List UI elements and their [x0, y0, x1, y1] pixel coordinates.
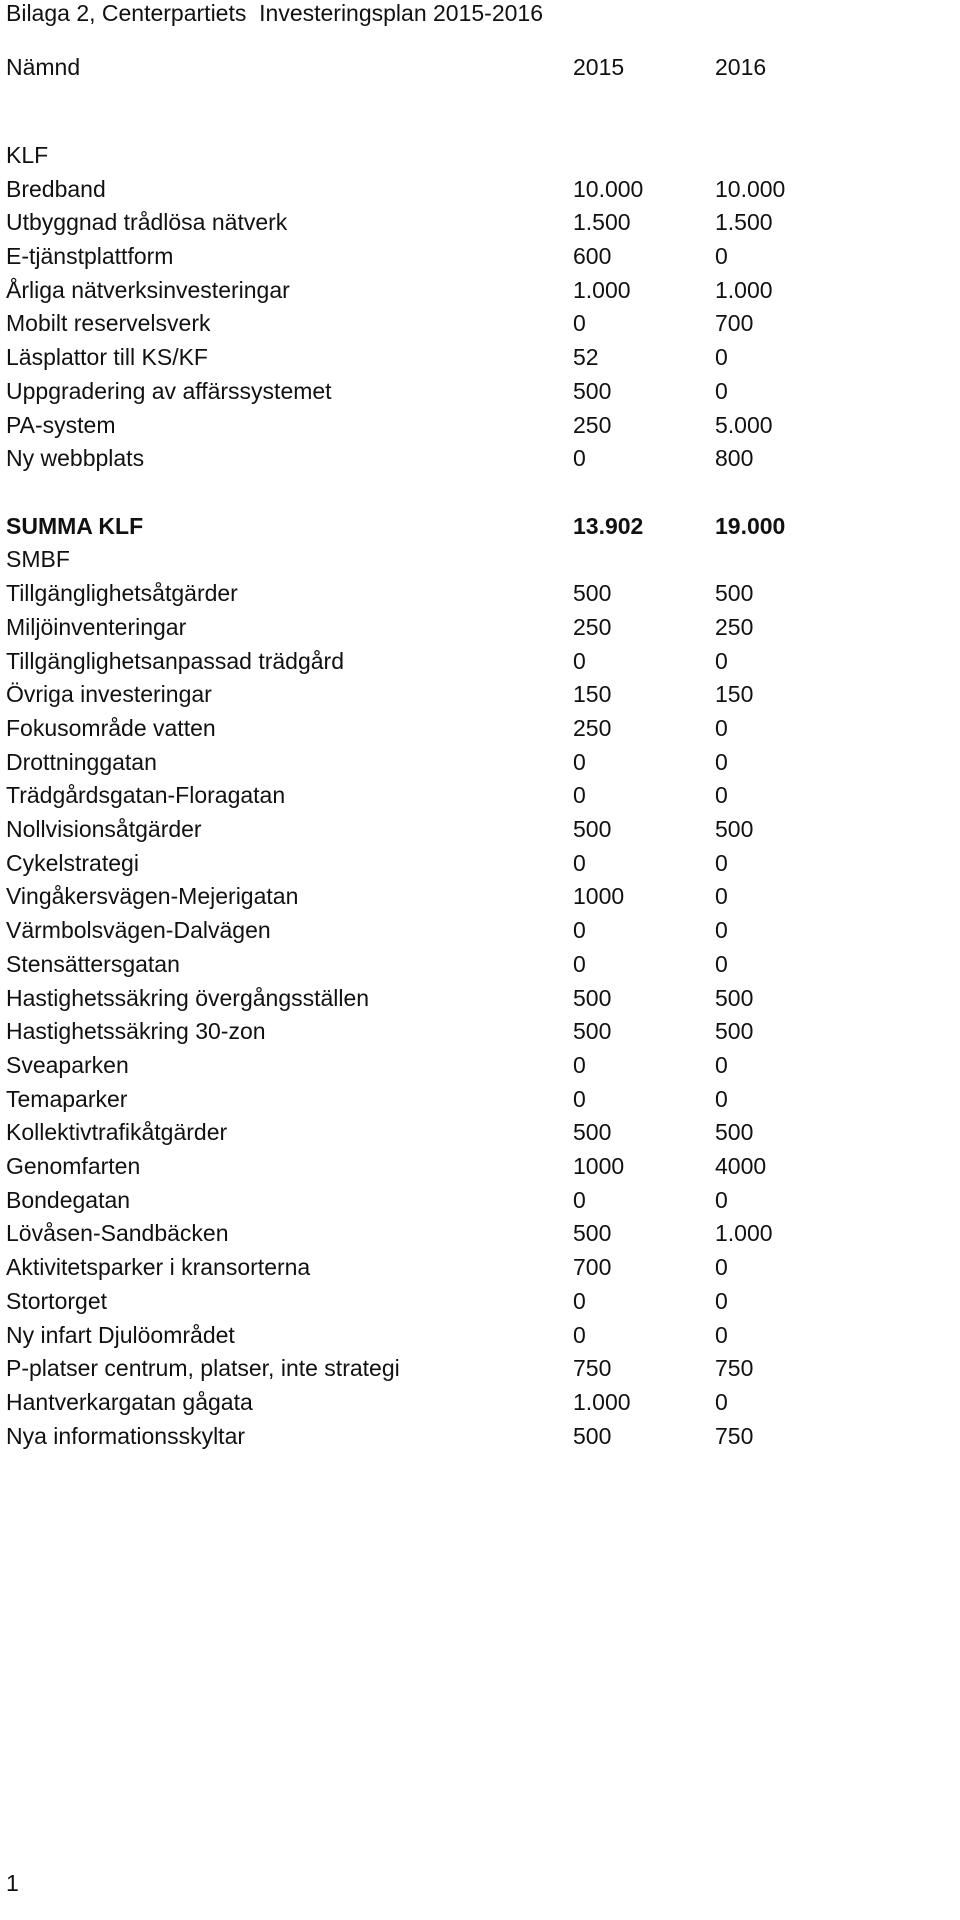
row-value-2015: 0 [573, 1052, 586, 1078]
row-label: Stensättersgatan [6, 951, 180, 977]
table-row [6, 646, 956, 676]
row-value-2015: 500 [573, 378, 612, 404]
row-value-2015: 500 [573, 1119, 612, 1145]
row-value-2016: 750 [715, 1423, 754, 1449]
row-value-2016: 0 [715, 378, 728, 404]
row-label: Vingåkersvägen-Mejerigatan [6, 883, 299, 909]
section-heading [6, 140, 956, 170]
row-value-2016: 250 [715, 614, 754, 640]
row-value-2016: 0 [715, 782, 728, 808]
table-row [6, 1016, 956, 1046]
row-value-2015: 0 [573, 1187, 586, 1213]
row-label: Stortorget [6, 1288, 107, 1314]
table-row [6, 308, 956, 338]
row-label: Lövåsen-Sandbäcken [6, 1220, 229, 1246]
row-label: Hastighetssäkring övergångsställen [6, 985, 370, 1011]
row-value-2016: 0 [715, 243, 728, 269]
table-row [6, 1320, 956, 1350]
row-value-2015: 0 [573, 917, 586, 943]
row-value-2016: 750 [715, 1355, 754, 1381]
row-label: Cykelstrategi [6, 850, 139, 876]
row-label: Tillgänglighetsåtgärder [6, 580, 238, 606]
row-label: Uppgradering av affärssystemet [6, 378, 332, 404]
row-value-2016: 500 [715, 985, 754, 1011]
table-row [6, 915, 956, 945]
row-label: Sveaparken [6, 1052, 129, 1078]
table-row [6, 747, 956, 777]
summary-value-2015: 13.902 [573, 513, 644, 539]
row-label: Fokusområde vatten [6, 715, 216, 741]
table-row [6, 443, 956, 473]
table-row [6, 1117, 956, 1147]
table-row [6, 207, 956, 237]
row-label: E-tjänstplattform [6, 243, 174, 269]
row-value-2015: 0 [573, 1288, 586, 1314]
table-row [6, 342, 956, 372]
row-value-2016: 0 [715, 850, 728, 876]
row-value-2016: 800 [715, 445, 754, 471]
row-label: Mobilt reservelsverk [6, 310, 211, 336]
row-label: Temaparker [6, 1086, 128, 1112]
row-label: Ny infart Djulöområdet [6, 1322, 235, 1348]
row-value-2016: 0 [715, 1254, 728, 1280]
row-label: Nya informationsskyltar [6, 1423, 246, 1449]
table-row [6, 1387, 956, 1417]
row-value-2016: 500 [715, 1018, 754, 1044]
row-value-2016: 700 [715, 310, 754, 336]
row-value-2016: 0 [715, 951, 728, 977]
table-row [6, 983, 956, 1013]
row-value-2015: 250 [573, 715, 612, 741]
section-name: KLF [6, 142, 49, 168]
summary-value-2016: 19.000 [715, 513, 786, 539]
row-value-2015: 1.000 [573, 277, 631, 303]
table-header-row [6, 52, 956, 82]
row-value-2015: 0 [573, 749, 586, 775]
row-value-2016: 0 [715, 715, 728, 741]
row-value-2016: 1.000 [715, 277, 773, 303]
header-year-2015: 2015 [573, 54, 625, 80]
row-value-2016: 0 [715, 648, 728, 674]
row-value-2015: 0 [573, 310, 586, 336]
table-row [6, 578, 956, 608]
row-value-2016: 1.500 [715, 209, 773, 235]
row-label: Hantverkargatan gågata [6, 1389, 253, 1415]
table-row [6, 1218, 956, 1248]
table-row [6, 1185, 956, 1215]
row-value-2015: 1000 [573, 1153, 625, 1179]
row-value-2016: 0 [715, 344, 728, 370]
row-value-2016: 4000 [715, 1153, 767, 1179]
row-label: Bredband [6, 176, 106, 202]
row-label: Övriga investeringar [6, 681, 212, 707]
table-row [6, 174, 956, 204]
table-row [6, 1084, 956, 1114]
row-value-2015: 1000 [573, 883, 625, 909]
document-title: Bilaga 2, Centerpartiets Investeringsplan 2015-2016 [6, 0, 544, 26]
section-heading [6, 544, 956, 574]
row-label: Kollektivtrafikåtgärder [6, 1119, 228, 1145]
table-row [6, 679, 956, 709]
row-value-2015: 500 [573, 580, 612, 606]
row-value-2015: 1.500 [573, 209, 631, 235]
row-value-2016: 0 [715, 917, 728, 943]
row-value-2015: 0 [573, 951, 586, 977]
table-row [6, 1252, 956, 1282]
row-value-2015: 500 [573, 1220, 612, 1246]
row-value-2016: 500 [715, 816, 754, 842]
row-value-2015: 500 [573, 985, 612, 1011]
row-value-2015: 600 [573, 243, 612, 269]
row-value-2015: 10.000 [573, 176, 644, 202]
table-row [6, 814, 956, 844]
row-label: Aktivitetsparker i kransorterna [6, 1254, 311, 1280]
row-value-2016: 5.000 [715, 412, 773, 438]
table-row [6, 881, 956, 911]
row-value-2016: 0 [715, 883, 728, 909]
row-value-2016: 150 [715, 681, 754, 707]
row-value-2016: 0 [715, 1288, 728, 1314]
row-label: Nollvisionsåtgärder [6, 816, 202, 842]
row-value-2015: 0 [573, 1086, 586, 1112]
row-value-2016: 0 [715, 1086, 728, 1112]
table-row [6, 1421, 956, 1451]
row-value-2015: 500 [573, 1423, 612, 1449]
table-row [6, 612, 956, 642]
section-name: SMBF [6, 546, 70, 572]
table-row [6, 410, 956, 440]
table-row [6, 1353, 956, 1383]
row-value-2015: 0 [573, 850, 586, 876]
table-row [6, 848, 956, 878]
summary-row [6, 511, 956, 541]
row-label: Tillgänglighetsanpassad trädgård [6, 648, 344, 674]
row-value-2016: 500 [715, 1119, 754, 1145]
row-value-2015: 250 [573, 412, 612, 438]
row-label: P-platser centrum, platser, inte strategi [6, 1355, 400, 1381]
row-value-2015: 500 [573, 1018, 612, 1044]
row-value-2016: 0 [715, 749, 728, 775]
row-label: Genomfarten [6, 1153, 141, 1179]
row-value-2015: 0 [573, 445, 586, 471]
row-label: PA-system [6, 412, 116, 438]
row-value-2015: 150 [573, 681, 612, 707]
row-value-2015: 0 [573, 1322, 586, 1348]
row-value-2016: 0 [715, 1389, 728, 1415]
row-value-2016: 10.000 [715, 176, 786, 202]
row-label: Miljöinventeringar [6, 614, 187, 640]
header-label: Nämnd [6, 54, 81, 80]
row-label: Utbyggnad trådlösa nätverk [6, 209, 288, 235]
table-row [6, 241, 956, 271]
row-value-2016: 0 [715, 1322, 728, 1348]
table-row [6, 780, 956, 810]
row-label: Årliga nätverksinvesteringar [6, 277, 290, 303]
summary-label: SUMMA KLF [6, 513, 144, 539]
row-label: Hastighetssäkring 30-zon [6, 1018, 266, 1044]
row-value-2015: 500 [573, 816, 612, 842]
table-row [6, 1286, 956, 1316]
row-value-2016: 0 [715, 1052, 728, 1078]
row-value-2015: 52 [573, 344, 599, 370]
table-row [6, 275, 956, 305]
row-value-2015: 1.000 [573, 1389, 631, 1415]
row-value-2016: 0 [715, 1187, 728, 1213]
row-value-2015: 700 [573, 1254, 612, 1280]
row-label: Bondegatan [6, 1187, 131, 1213]
row-label: Ny webbplats [6, 445, 145, 471]
row-value-2015: 0 [573, 782, 586, 808]
table-row [6, 713, 956, 743]
row-value-2015: 250 [573, 614, 612, 640]
row-label: Drottninggatan [6, 749, 157, 775]
row-value-2015: 0 [573, 648, 586, 674]
table-row [6, 376, 956, 406]
row-label: Trädgårdsgatan-Floragatan [6, 782, 286, 808]
row-value-2016: 500 [715, 580, 754, 606]
row-label: Värmbolsvägen-Dalvägen [6, 917, 271, 943]
page-number: 1 [6, 1870, 19, 1896]
header-year-2016: 2016 [715, 54, 767, 80]
row-label: Läsplattor till KS/KF [6, 344, 208, 370]
table-row [6, 949, 956, 979]
row-value-2016: 1.000 [715, 1220, 773, 1246]
row-value-2015: 750 [573, 1355, 612, 1381]
table-row [6, 1151, 956, 1181]
table-row [6, 1050, 956, 1080]
